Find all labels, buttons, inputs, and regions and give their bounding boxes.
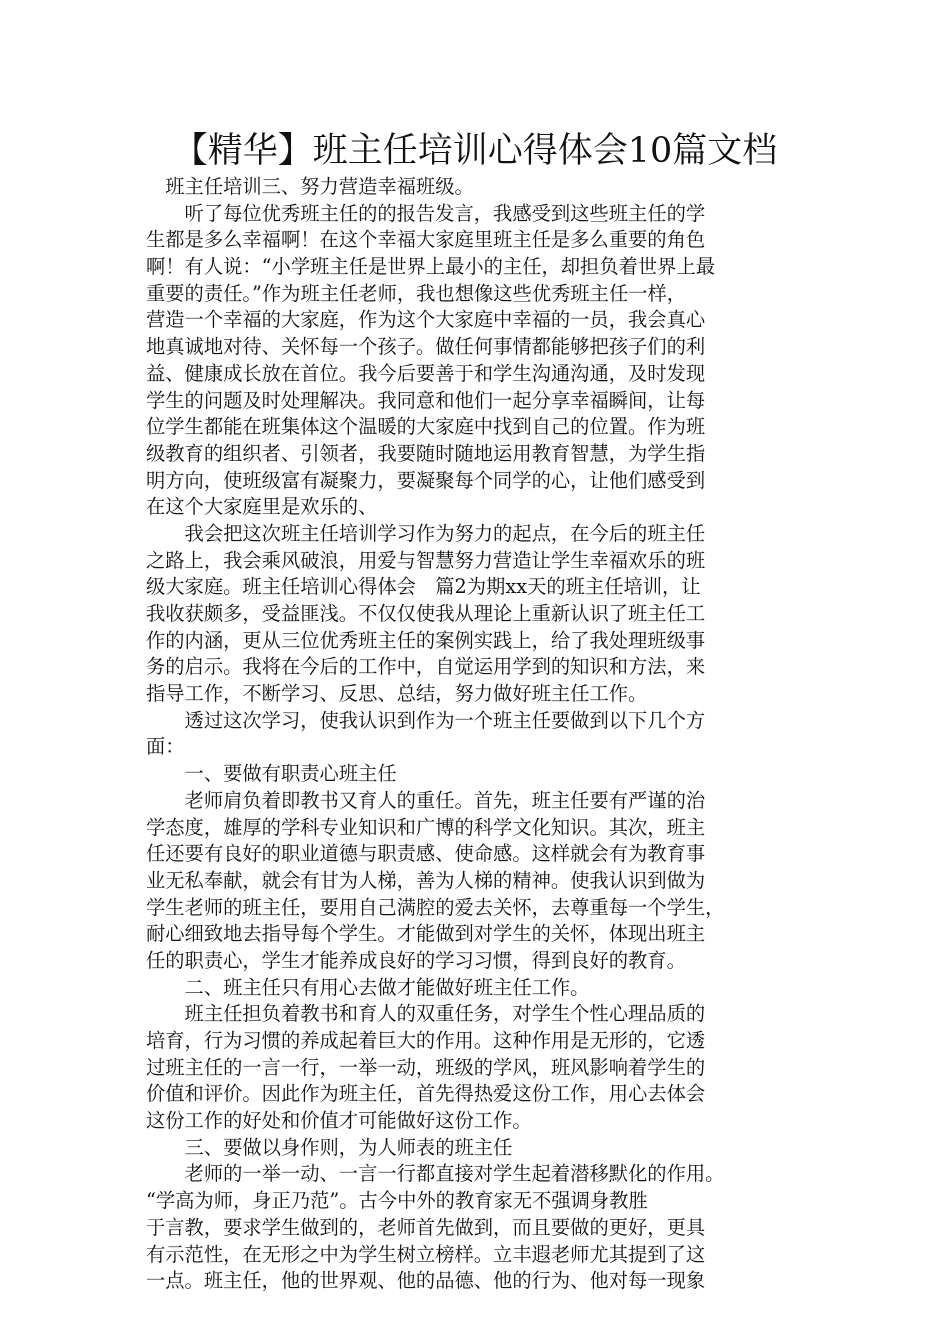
text-line: 业无私奉献，就会有甘为人梯，善为人梯的精神。使我认识到做为 — [146, 868, 706, 892]
text-line: 三、要做以身作则，为人师表的班主任 — [146, 1135, 513, 1159]
text-line: 于言教，要求学生做到的，老师首先做到，而且要做的更好，更具 — [146, 1215, 706, 1239]
text-line: 营造一个幸福的大家庭，作为这个大家庭中幸福的一员，我会真心 — [146, 308, 706, 332]
text-line: 明方向，使班级富有凝聚力，要凝聚每个同学的心，让他们感受到 — [146, 468, 706, 492]
text-line: 务的启示。我将在今后的工作中，自觉运用学到的知识和方法，来 — [146, 655, 706, 679]
text-line: 价值和评价。因此作为班主任，首先得热爱这份工作，用心去体会 — [146, 1082, 706, 1106]
document-body — [146, 174, 811, 1295]
text-line: 我收获颇多，受益匪浅。不仅仅使我从理论上重新认识了班主任工 — [146, 602, 706, 625]
text-line: 有示范性，在无形之中为学生树立榜样。立丰遐老师尤其提到了这 — [146, 1242, 706, 1266]
text-line: 这份工作的好处和价值才可能做好这份工作。 — [146, 1109, 532, 1133]
text-line: 老师肩负着即教书又育人的重任。首先，班主任要有严谨的治 — [146, 788, 706, 812]
text-line: 益、健康成长放在首位。我今后要善于和学生沟通沟通，及时发现 — [146, 361, 706, 385]
text-line: 过班主任的一言一行，一举一动，班级的学风，班风影响着学生的 — [146, 1055, 706, 1079]
text-line: 耐心细致地去指导每个学生。才能做到对学生的关怀，体现出班主 — [146, 922, 706, 946]
text-line: 我会把这次班主任培训学习作为努力的起点，在今后的班主任 — [146, 521, 706, 545]
text-line: 级大家庭。班主任培训心得体会 篇2为期xx天的班主任培训，让 — [146, 575, 701, 599]
text-line: 地真诚地对待、关怀每一个孩子。做任何事情都能够把孩子们的利 — [146, 335, 706, 359]
text-line: 听了每位优秀班主任的的报告发言，我感受到这些班主任的学 — [146, 201, 706, 225]
text-line: 级教育的组织者、引领者，我要随时随地运用教育智慧，为学生指 — [146, 441, 706, 465]
text-line: 二、班主任只有用心去做才能做好班主任工作。 — [146, 975, 590, 999]
text-line: 啊！有人说：“小学班主任是世界上最小的主任，却担负着世界上最 — [146, 255, 716, 279]
document-title: 【精华】班主任培训心得体会10篇文档 — [172, 131, 778, 171]
text-line: 之路上，我会乘风破浪，用爱与智慧努力营造让学生幸福欢乐的班 — [146, 548, 706, 572]
text-line: 学生的问题及时处理解决。我同意和他们一起分享幸福瞬间，让每 — [146, 388, 706, 412]
text-line: 班主任担负着教书和育人的双重任务，对学生个性心理品质的 — [146, 1002, 706, 1026]
text-line: 学生老师的班主任，要用自己满腔的爱去关怀，去尊重每一个学生， — [146, 895, 725, 919]
text-line: 位学生都能在班集体这个温暖的大家庭中找到自己的位置。作为班 — [146, 415, 706, 439]
text-line: 学态度，雄厚的学科专业知识和广博的科学文化知识。其次，班主 — [146, 815, 706, 839]
text-line: 培育，行为习惯的养成起着巨大的作用。这种作用是无形的，它透 — [146, 1029, 706, 1052]
text-line: 一、要做有职责心班主任 — [146, 762, 397, 786]
text-line: 指导工作，不断学习、反思、总结，努力做好班主任工作。 — [146, 682, 648, 706]
text-line: 任还要有良好的职业道德与职责感、使命感。这样就会有为教育事 — [146, 842, 706, 866]
text-line: 在这个大家庭里是欢乐的、 — [146, 495, 378, 519]
text-line: 透过这次学习，使我认识到作为一个班主任要做到以下几个方 — [146, 708, 706, 732]
text-line: 任的职责心，学生才能养成良好的学习习惯，得到良好的教育。 — [146, 948, 686, 972]
text-line: 作的内涵，更从三位优秀班主任的案例实践上，给了我处理班级事 — [146, 628, 706, 652]
text-line: 重要的责任。”作为班主任老师，我也想像这些优秀班主任一样， — [146, 281, 687, 305]
text-line: 面： — [146, 735, 185, 759]
text-line: 一点。班主任，他的世界观、他的品德、他的行为、他对每一现象 — [146, 1269, 706, 1293]
text-line: “学高为师，身正乃范”。古今中外的教育家无不强调身教胜 — [146, 1189, 648, 1213]
text-line: 生都是多么幸福啊！在这个幸福大家庭里班主任是多么重要的角色 — [146, 228, 706, 252]
text-line: 班主任培训三、努力营造幸福班级。 — [146, 175, 474, 198]
text-line: 老师的一举一动、一言一行都直接对学生起着潜移默化的作用。 — [146, 1162, 725, 1186]
